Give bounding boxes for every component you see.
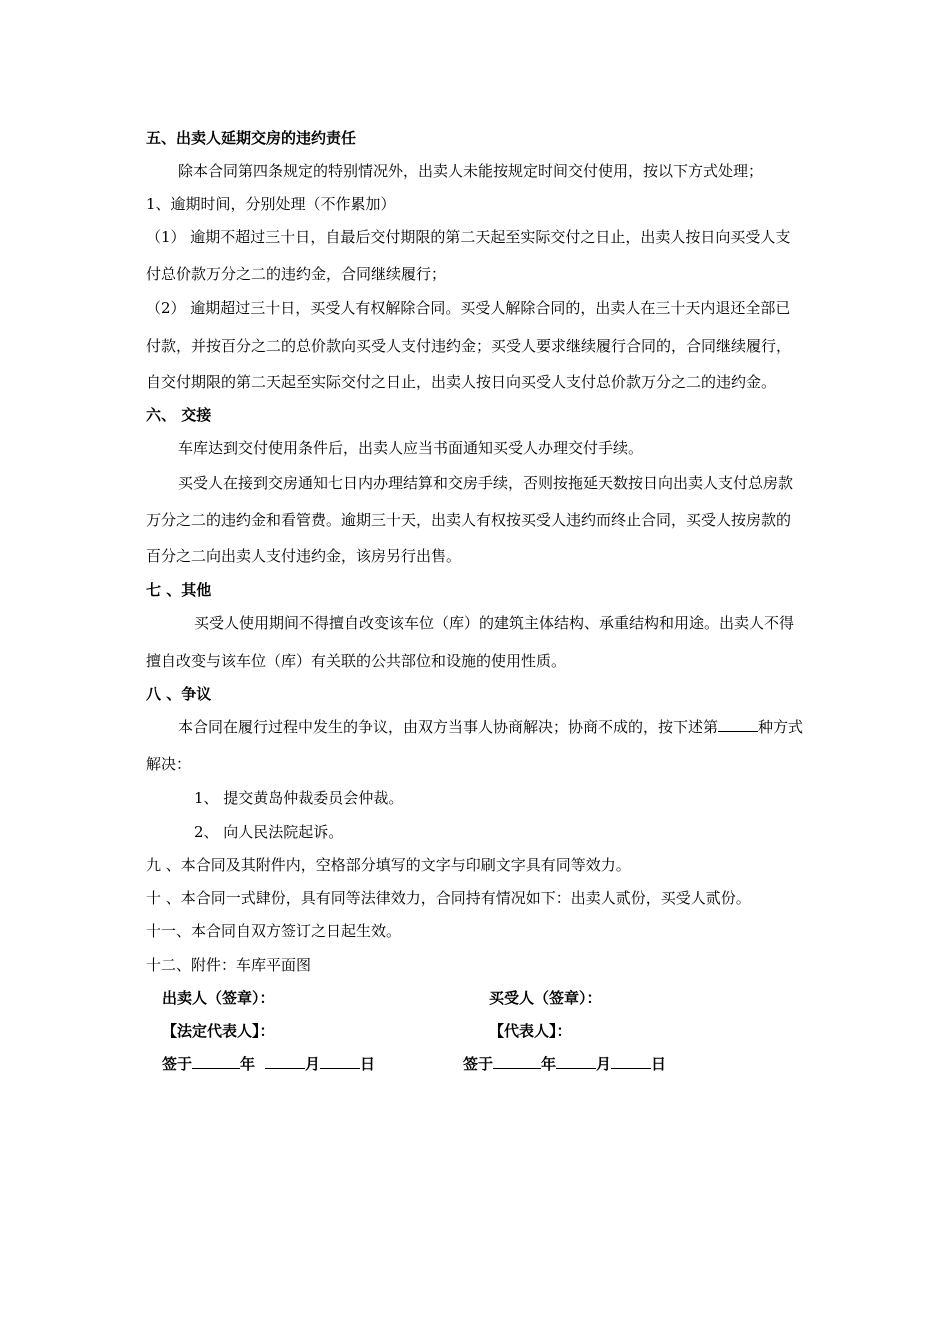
buyer-year-blank[interactable] (493, 1054, 541, 1069)
section-7-para-line-1: 买受人使用期间不得擅自改变该车位（库）的建筑主体结构、承重结构和用途。出卖人不得 (194, 614, 795, 632)
seller-year-blank[interactable] (192, 1054, 240, 1069)
seller-representative-label: 【法定代表人】： (162, 1022, 275, 1040)
buyer-signature-label: 买受人（签章）： (489, 989, 602, 1007)
seller-month-blank[interactable] (265, 1054, 305, 1069)
section-10: 十 、本合同一式肆份，具有同等法律效力，合同持有情况如下：出卖人贰份，买受人贰份。 (146, 889, 751, 907)
sign-prefix: 签于 (463, 1055, 494, 1073)
seller-signature-label: 出卖人（签章）： (162, 989, 275, 1007)
section-5-clause-2-line-3: 自交付期限的第二天起至实际交付之日止，出卖人按日向买受人支付总价款万分之二的违约金。 (146, 373, 777, 391)
section-6-title: 六、 交接 (146, 406, 212, 424)
section-8-para-text: 本合同在履行过程中发生的争议，由双方当事人协商解决；协商不成的，按下述第 (178, 718, 719, 736)
seller-sign-date (162, 1054, 375, 1074)
section-5-clause-1-line-2: 付总价款万分之二的违约金，合同继续履行； (146, 265, 447, 283)
year-label: 年 (541, 1055, 557, 1073)
section-8-para-line-1 (178, 717, 803, 737)
section-9: 九 、本合同及其附件内，空格部分填写的文字与印刷文字具有同等效力。 (146, 856, 631, 874)
section-5-clause-1-line-1: （1） 逾期不超过三十日，自最后交付期限的第二天起至实际交付之日止，出卖人按日向买受人支 (146, 228, 791, 246)
section-12: 十二、附件：车库平面图 (146, 956, 312, 974)
day-label: 日 (360, 1055, 376, 1073)
buyer-representative-label: 【代表人】： (489, 1022, 572, 1040)
dispute-option-2: 2、 向人民法院起诉。 (194, 823, 344, 841)
month-label: 月 (305, 1055, 321, 1073)
seller-day-blank[interactable] (320, 1054, 360, 1069)
section-6-para-2-line-3: 百分之二向出卖人支付违约金，该房另行出售。 (146, 547, 462, 565)
day-label: 日 (651, 1055, 667, 1073)
section-8-title: 八 、争议 (146, 685, 212, 703)
buyer-month-blank[interactable] (556, 1054, 596, 1069)
dispute-option-1: 1、 提交黄岛仲裁委员会仲裁。 (194, 789, 404, 807)
section-5-title: 五、出卖人延期交房的违约责任 (146, 129, 357, 147)
section-6-para-2-line-2: 万分之二的违约金和看管费。逾期三十天，出卖人有权按买受人违约而终止合同，买受人按房款的 (146, 511, 792, 529)
section-6-para-1: 车库达到交付使用条件后，出卖人应当书面通知买受人办理交付手续。 (178, 439, 644, 457)
section-7-para-line-2: 擅自改变与该车位（库）有关联的公共部位和设施的使用性质。 (146, 652, 567, 670)
year-label: 年 (240, 1055, 256, 1073)
section-5-intro: 除本合同第四条规定的特别情况外，出卖人未能按规定时间交付使用，按以下方式处理； (178, 162, 764, 180)
section-7-title: 七 、其他 (146, 581, 212, 599)
dispute-method-blank[interactable] (718, 717, 758, 732)
sign-prefix: 签于 (162, 1055, 193, 1073)
buyer-day-blank[interactable] (611, 1054, 651, 1069)
section-5-clause-2-line-2: 付款，并按百分之二的总价款向买受人支付违约金；买受人要求继续履行合同的，合同继续履行， (146, 337, 792, 355)
section-8-para-line-2: 解决： (146, 755, 192, 773)
section-11: 十一、本合同自双方签订之日起生效。 (146, 922, 402, 940)
section-5-item-1: 1、逾期时间，分别处理（不作累加） (146, 195, 396, 213)
section-6-para-2-line-1: 买受人在接到交房通知七日内办理结算和交房手续，否则按拖延天数按日向出卖人支付总房款 (178, 474, 794, 492)
month-label: 月 (596, 1055, 612, 1073)
buyer-sign-date (463, 1054, 666, 1074)
section-8-para-suffix: 种方式 (758, 718, 804, 736)
section-5-clause-2-line-1: （2） 逾期超过三十日，买受人有权解除合同。买受人解除合同的，出卖人在三十天内退还全部已 (146, 299, 791, 317)
